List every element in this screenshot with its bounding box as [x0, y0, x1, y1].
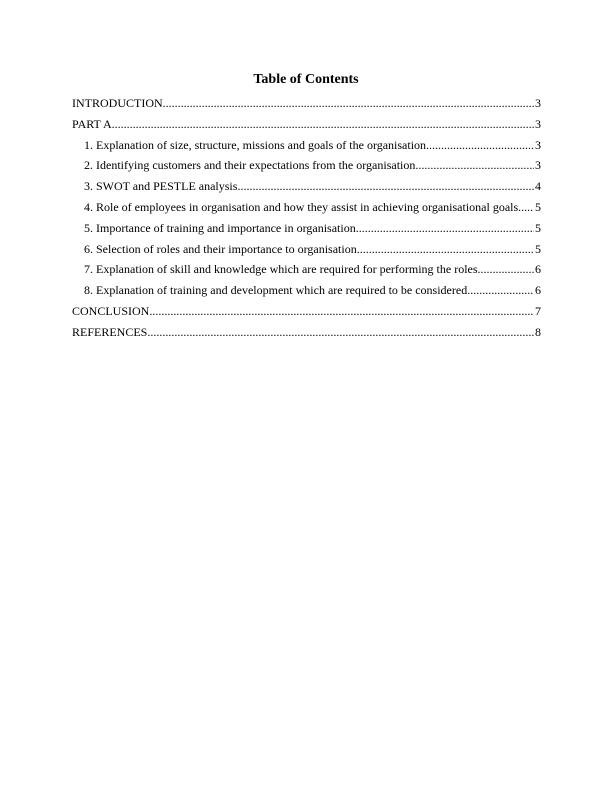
toc-entry-text: REFERENCES — [72, 324, 148, 339]
toc-entry-text: PART A — [72, 116, 112, 131]
toc-entry-text: 4. Role of employees in organisation and how they assist in achieving organisational goals. — [84, 199, 522, 214]
toc-page-number: 3 — [535, 116, 541, 131]
toc-entry-section-4[interactable] — [72, 200, 541, 221]
toc-entry-text: 7. Explanation of skill and knowledge which are required for performing the roles. — [84, 262, 481, 277]
toc-dot-leader — [163, 96, 534, 110]
toc-page-number: 6 — [535, 283, 541, 298]
toc-entry-section-6[interactable] — [72, 242, 541, 263]
toc-dot-leader — [521, 200, 534, 214]
toc-dot-leader — [357, 242, 534, 256]
toc-page-number: 5 — [535, 220, 541, 235]
toc-entry-text: 8. Explanation of training and development which are required to be considered. — [84, 283, 471, 298]
toc-entry-text: CONCLUSION — [72, 303, 150, 318]
toc-page-number: 6 — [535, 262, 541, 277]
toc-dot-leader — [481, 262, 534, 276]
toc-page-number: 7 — [535, 303, 541, 318]
toc-entry-section-2[interactable] — [72, 158, 541, 179]
toc-page-number: 5 — [535, 241, 541, 256]
toc-dot-leader — [470, 283, 534, 297]
toc-dot-leader — [426, 138, 534, 152]
toc-entry-section-3[interactable] — [72, 179, 541, 200]
toc-entry-text: 3. SWOT and PESTLE analysis — [84, 179, 238, 194]
toc-entry-text: 5. Importance of training and importance in organisation — [84, 220, 356, 235]
toc-dot-leader — [415, 158, 534, 172]
toc-entry-text: 1. Explanation of size, structure, missions and goals of the organisation — [84, 137, 427, 152]
toc-page-number: 3 — [535, 96, 541, 110]
toc-title: Table of Contents — [253, 72, 359, 87]
toc-entry-text: 6. Selection of roles and their importance to organisation — [84, 241, 357, 256]
toc-dot-leader — [147, 325, 534, 339]
toc-dot-leader — [237, 179, 534, 193]
toc-entry-section-8[interactable] — [72, 283, 541, 304]
toc-entry-introduction[interactable] — [72, 96, 541, 117]
toc-entry-part-a[interactable] — [72, 117, 541, 138]
toc-list — [72, 96, 541, 346]
toc-entry-text: 2. Identifying customers and their expectations from the organisation — [84, 158, 416, 173]
toc-entry-references[interactable] — [72, 325, 541, 346]
toc-dot-leader — [112, 117, 534, 131]
toc-entry-conclusion[interactable] — [72, 304, 541, 325]
toc-entry-section-7[interactable] — [72, 262, 541, 283]
toc-entry-text: INTRODUCTION — [72, 96, 163, 110]
toc-page-number: 4 — [535, 179, 541, 194]
toc-page-number: 3 — [535, 137, 541, 152]
toc-dot-leader — [149, 304, 534, 318]
toc-page-number: 5 — [535, 199, 541, 214]
toc-page-number: 3 — [535, 158, 541, 173]
toc-page-number: 8 — [535, 324, 541, 339]
toc-entry-section-1[interactable] — [72, 138, 541, 159]
toc-entry-section-5[interactable] — [72, 221, 541, 242]
toc-dot-leader — [356, 221, 534, 235]
